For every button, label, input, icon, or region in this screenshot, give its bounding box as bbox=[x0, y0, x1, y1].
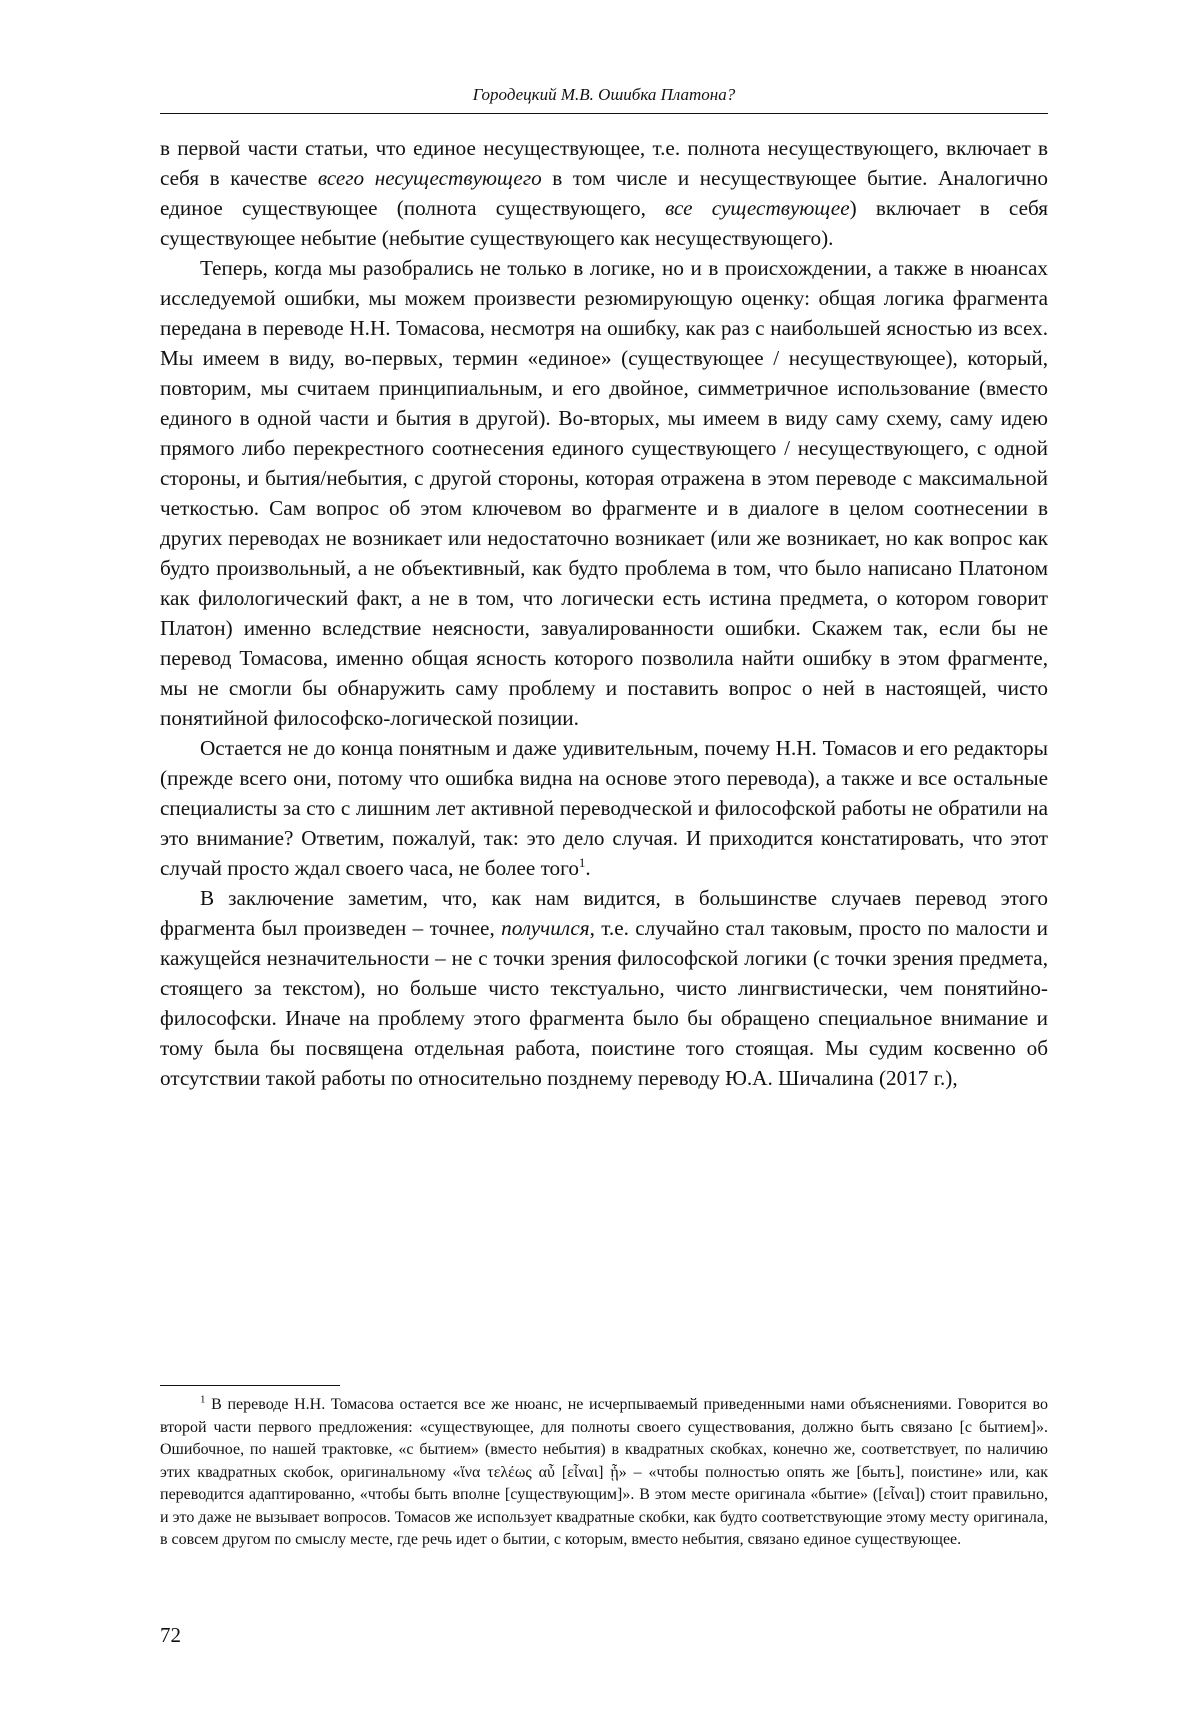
paragraph-3-text: Остается не до конца понятным и даже удивительным, почему Н.Н. Томасов и его редакторы (прежде всего они, потому что ошибка видна на основе этого перевода), а также и все остальные специалисты за сто с лишним лет активной переводческой и философской работы не обратили на это внимание? Ответим, пожалуй, так: это дело случая. И приходится констатировать, что этот случай просто ждал своего часа, не более того bbox=[160, 736, 1048, 880]
footnote-number: 1 bbox=[200, 1393, 206, 1406]
header-rule bbox=[160, 113, 1048, 114]
footnote-reference[interactable]: 1 bbox=[578, 854, 586, 870]
paragraph-4-part-b: , т.е. случайно стал таковым, просто по малости и кажущейся незначительности – не с точки зрения философской логики (с точки зрения предмета, стоящего за текстом), но больше чисто текстуально, чисто лингвистически, чем понятийно-философски. Иначе на проблему этого фрагмента было бы обращено специальное внимание и тому была бы посвящена отдельная работа, поистине того стоящая. Мы судим косвенно об отсутствии такой работы по относительно позднему переводу Ю.А. Шичалина (2017 г.), bbox=[160, 916, 1048, 1090]
paragraph-2: Теперь, когда мы разобрались не только в логике, но и в происхождении, а также в нюансах исследуемой ошибки, мы можем произвести резюмирующую оценку: общая логика фрагмента передана в переводе Н.Н. Томасова, несмотря на ошибку, как раз с наибольшей ясностью из всех. Мы имеем в виду, во-первых, термин «единое» (существующее / несуществующее), который, повторим, мы считаем принципиальным, и его двойное, симметричное использование (вместо единого в одной части и бытия в другой). Во-вторых, мы имеем в виду саму схему, саму идею прямого либо перекрестного соотнесения единого существующего / несуществующего, с одной стороны, и бытия/небытия, с другой стороны, которая отражена в этом переводе с максимальной четкостью. Сам вопрос об этом ключевом во фрагменте и в диалоге в целом соотнесении в других переводах не возникает или недостаточно возникает (или же возникает, но как вопрос как будто произвольный, а не объективный, как будто проблема в том, что было написано Платоном как филологический факт, а не в том, что логически есть истина предмета, о котором говорит Платон) именно вследствие неясности, завуалированности ошибки. Скажем так, если бы не перевод Томасова, именно общая ясность которого позволила найти ошибку в этом фрагменте, мы не смогли бы обнаружить саму проблему и поставить вопрос о ней в настоящей, чисто понятийной философско-логической позиции. bbox=[160, 256, 1048, 730]
paragraph-3 bbox=[160, 733, 1048, 883]
paragraph-1-part-b: в том числе и несуществующее бытие. Аналогично единое существующее (полнота существующего, bbox=[160, 166, 1048, 220]
paragraph-3-end: . bbox=[585, 856, 591, 880]
paragraph-4-part-a: В заключение заметим, что, как нам видится, в большинстве случаев перевод этого фрагмента был произведен – точнее, bbox=[160, 886, 1048, 940]
page-number: 72 bbox=[160, 1623, 181, 1647]
paragraph-1-part-a: в первой части статьи, что единое несуществующее, т.е. полнота несуществующего, включает в себя в качестве bbox=[160, 136, 1048, 190]
main-text bbox=[160, 133, 1048, 1093]
footnote-text: В переводе Н.Н. Томасова остается все же нюанс, не исчерпываемый приведенными нами объяснениями. Говорится во второй части первого предложения: «существующее, для полноты своего существования, должно быть связано [с бытием]». Ошибочное, по нашей трактовке, «с бытием» (вместо небытия) в квадратных скобках, конечно же, соответствует, по наличию этих квадратных скобок, оригинальному «ἵνα τελέως αὖ [εἶναι] ᾖ» – «чтобы полностью опять же [быть], поистине» или, как переводится адаптированно, «чтобы быть вполне [существующим]». В этом месте оригинала «бытие» ([εἶναι]) стоит правильно, и это даже не вызывает вопросов. Томасов же использует квадратные скобки, как будто соответствующие этому месту оригинала, в совсем другом по смыслу месте, где речь идет о бытии, с которым, вместо небытия, связано единое существующее. bbox=[160, 1396, 1048, 1548]
running-header: Городецкий М.В. Ошибка Платона? bbox=[472, 85, 736, 104]
paragraph-4-emphasis: получился bbox=[501, 916, 590, 940]
paragraph-1-emphasis-1: всего несуществующего bbox=[317, 166, 542, 190]
paragraph-4 bbox=[160, 883, 1048, 1093]
paragraph-1-emphasis-2: все существующее bbox=[665, 196, 850, 220]
footnote-rule bbox=[160, 1385, 340, 1386]
footnote bbox=[160, 1394, 1048, 1552]
paragraph-1-part-c: ) включает в себя существующее небытие (небытие существующего как несуществующего). bbox=[160, 196, 1048, 250]
paragraph-1 bbox=[160, 133, 1048, 253]
